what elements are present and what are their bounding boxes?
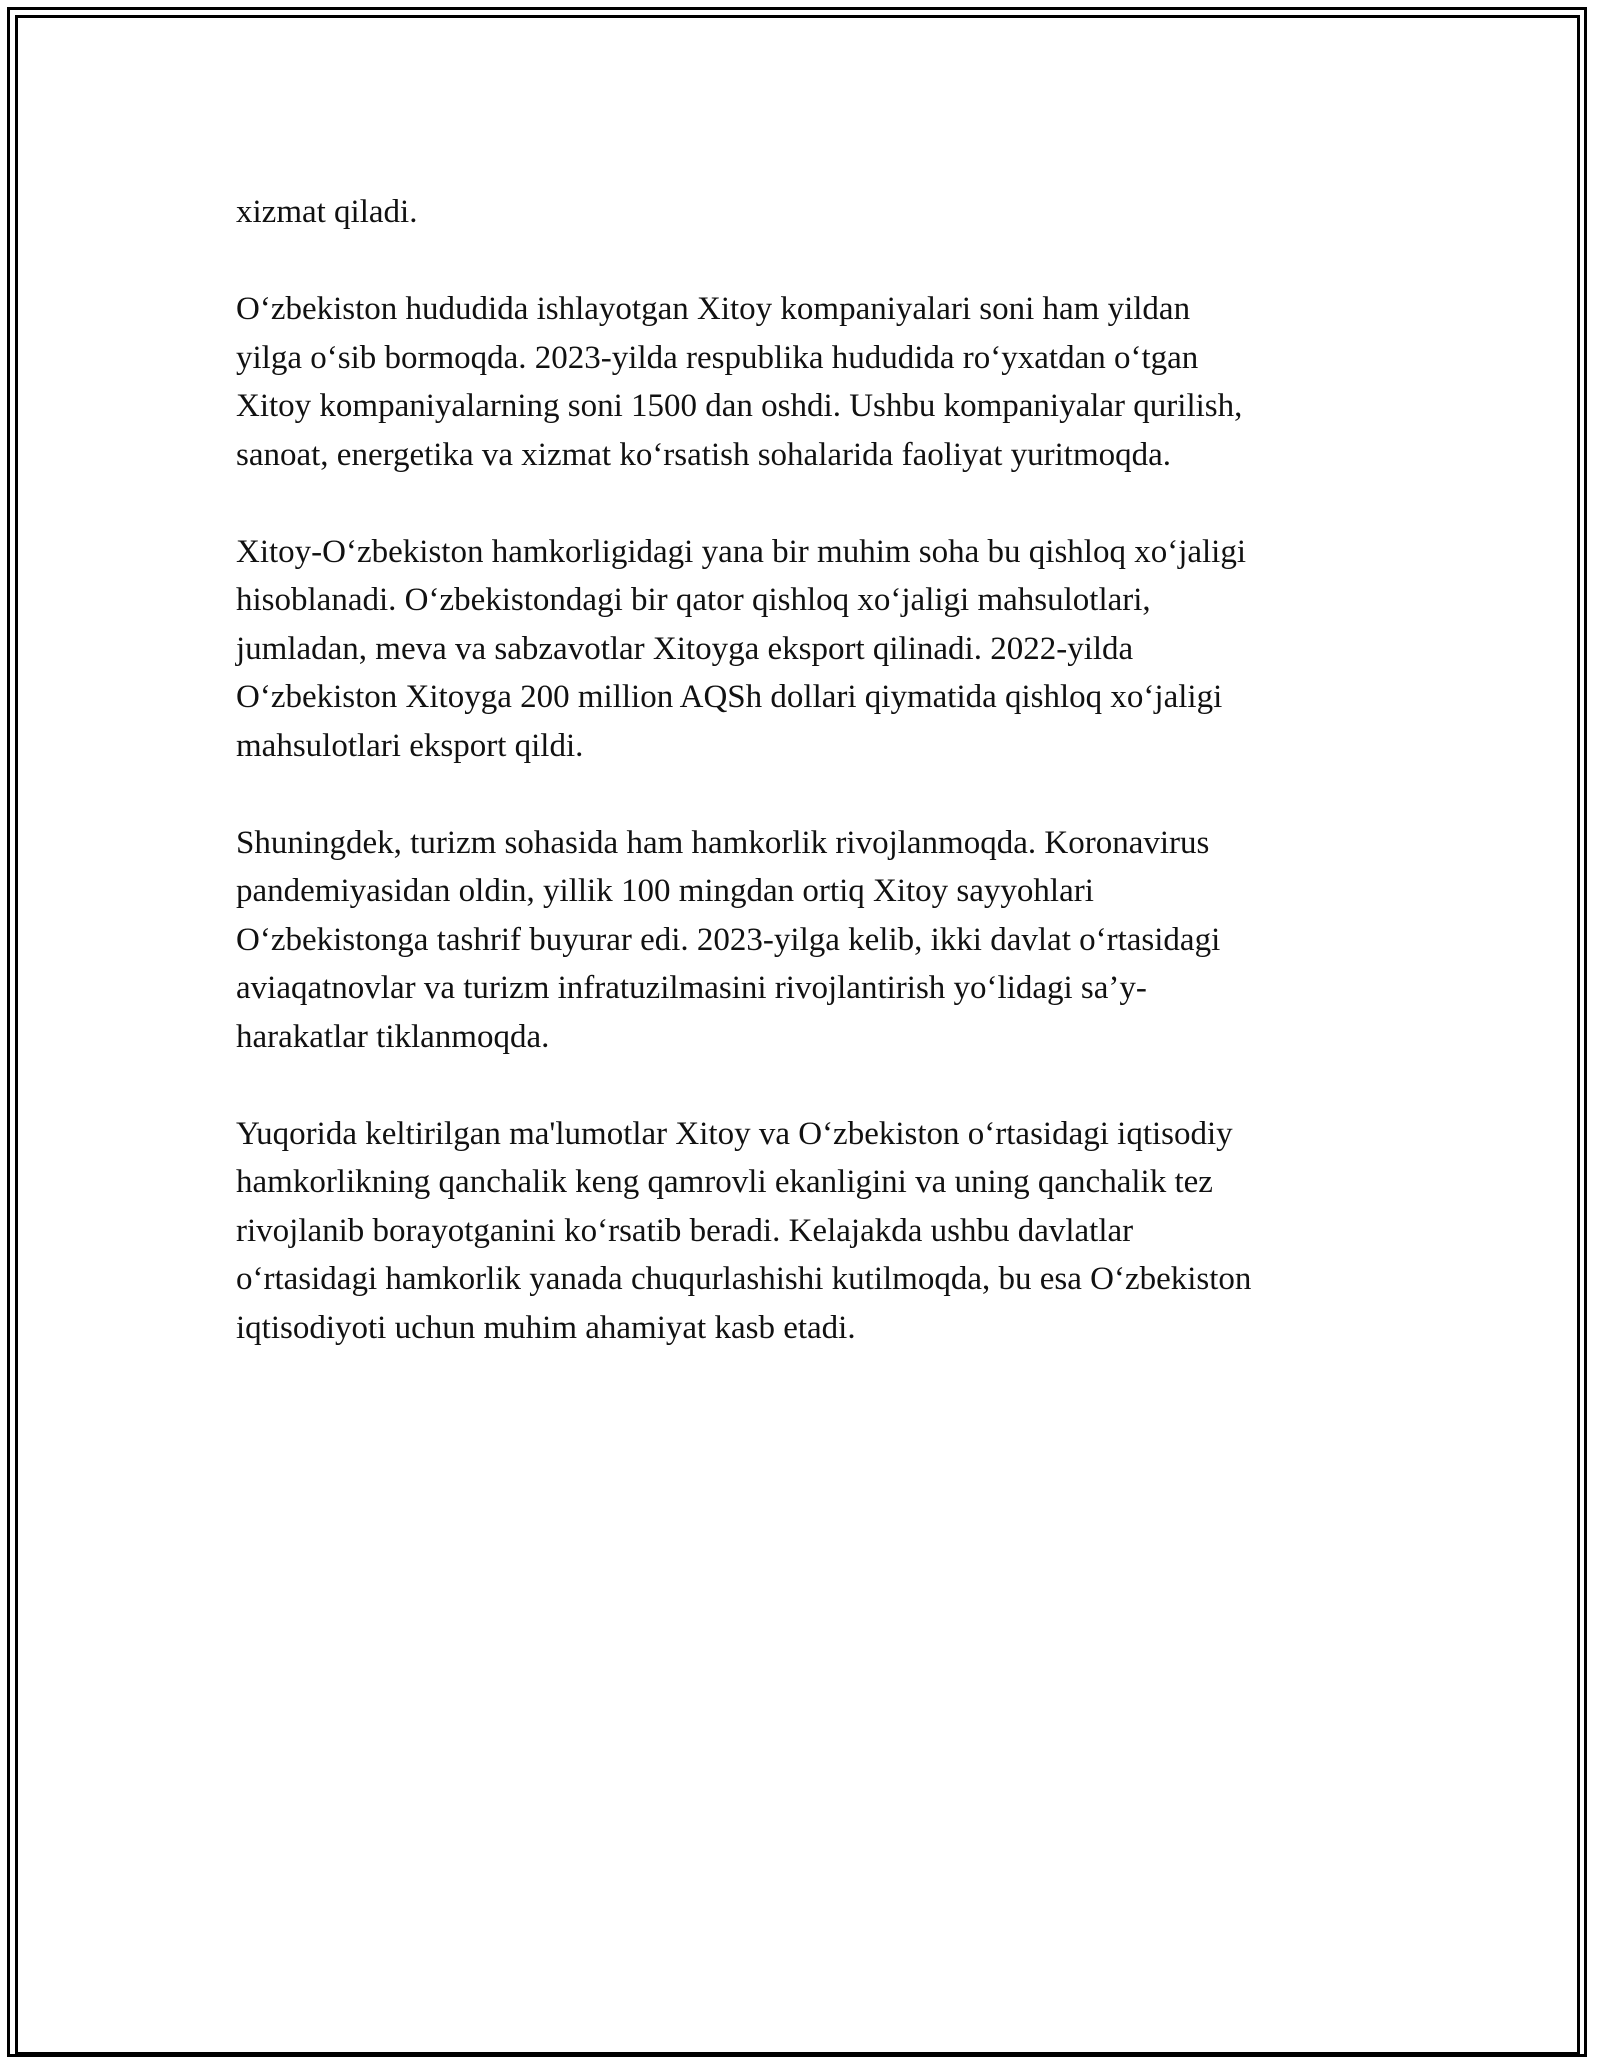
text-line: Xitoy-O‘zbekiston hamkorligidagi yana bir muhim soha bu qishloq xo‘jaligi — [236, 533, 1247, 570]
text-line: jumladan, meva va sabzavotlar Xitoyga eksport qilinadi. 2022-yilda — [236, 630, 1134, 667]
document-body — [236, 188, 1386, 1401]
text-line: pandemiyasidan oldin, yillik 100 mingdan ortiq Xitoy sayyohlari — [236, 873, 1094, 909]
text-line: O‘zbekistonga tashrif buyurar edi. 2023-yilga kelib, ikki davlat o‘rtasidagi — [236, 921, 1221, 958]
paragraph-4 — [236, 819, 1386, 1062]
paragraph-2 — [236, 285, 1386, 479]
text-line: rivojlanib borayotganini ko‘rsatib beradi. Kelajakda ushbu davlatlar — [236, 1212, 1134, 1249]
text-line: hamkorlikning qanchalik keng qamrovli ekanligini va uning qanchalik tez — [236, 1164, 1213, 1200]
text-line: yilga o‘sib bormoqda. 2023-yilda respublika hududida ro‘yxatdan o‘tgan — [236, 339, 1199, 376]
text-line: aviaqatnovlar va turizm infratuzilmasini rivojlantirish yo‘lidagi sa’y- — [236, 970, 1147, 1006]
text-line: O‘zbekiston Xitoyga 200 million AQSh dollari qiymatida qishloq xo‘jaligi — [236, 679, 1223, 715]
text-line: o‘rtasidagi hamkorlik yanada chuqurlashishi kutilmoqda, bu esa O‘zbekiston — [236, 1261, 1252, 1297]
paragraph-1 — [236, 188, 1386, 237]
text-line: iqtisodiyoti uchun muhim ahamiyat kasb etadi. — [236, 1309, 856, 1346]
paragraph-3 — [236, 528, 1386, 771]
paragraph-5 — [236, 1110, 1386, 1353]
text-line: sanoat, energetika va xizmat ko‘rsatish sohalarida faoliyat yuritmoqda. — [236, 436, 1172, 473]
text-line: O‘zbekiston hududida ishlayotgan Xitoy kompaniyalari soni ham yildan — [236, 291, 1191, 327]
text-line: xizmat qiladi. — [236, 194, 418, 230]
text-line: hisoblanadi. O‘zbekistondagi bir qator qishloq xo‘jaligi mahsulotlari, — [236, 582, 1151, 618]
text-line: mahsulotlari eksport qildi. — [236, 727, 584, 764]
text-line: Xitoy kompaniyalarning soni 1500 dan oshdi. Ushbu kompaniyalar qurilish, — [236, 388, 1243, 424]
text-line: Yuqorida keltirilgan ma'lumotlar Xitoy va O‘zbekiston o‘rtasidagi iqtisodiy — [236, 1115, 1233, 1152]
text-line: harakatlar tiklanmoqda. — [236, 1018, 550, 1055]
text-line: Shuningdek, turizm sohasida ham hamkorlik rivojlanmoqda. Koronavirus — [236, 824, 1210, 861]
